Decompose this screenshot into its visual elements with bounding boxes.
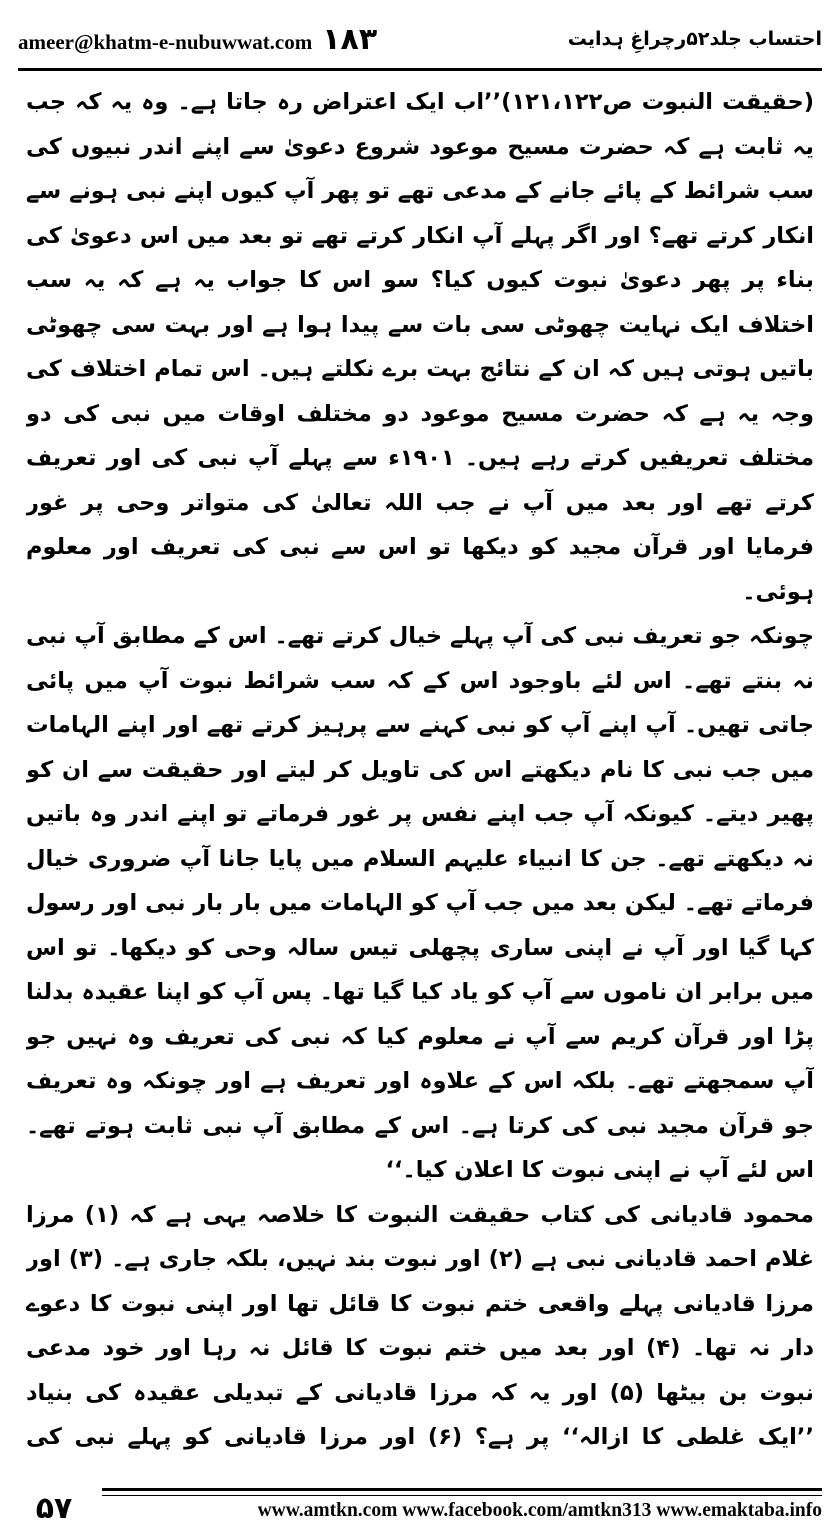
page-body bbox=[26, 80, 814, 1468]
page-header bbox=[18, 14, 822, 64]
page-footer bbox=[18, 1486, 822, 1530]
header-rule bbox=[18, 68, 822, 71]
running-title: احتساب جلد۵۲رچراغِ ہدایت bbox=[567, 28, 822, 50]
paragraph-3: محمود قادیانی کی کتاب حقیقت النبوت کا خلاصہ یہی ہے کہ (۱) مرزا غلام احمد قادیانی نبی ہے (۲) اور نبوت بند نہیں، بلکہ جاری ہے۔ (۳) اور مرزا قادیانی پہلے واقعی ختم نبوت کا قائل تھا اور اپنی نبوت کا دعوے دار نہ تھا۔ (۴) اور بعد میں ختم نبوت کا قائل نہ رہا اور خود مدعی نبوت بن بیٹھا (۵) اور یہ کہ مرزا قادیانی کے تبدیلی عقیدہ کی بنیاد ’’ایک غلطی کا ازالہ‘‘ پر ہے؟ (۶) اور مرزا قادیانی کو پہلے نبی کی bbox=[26, 1201, 814, 1450]
header-email: ameer@khatm-e-nubuwwat.com bbox=[18, 29, 313, 54]
footer-rule-thin bbox=[102, 1495, 822, 1496]
paragraph-2: چونکہ جو تعریف نبی کی آپ پہلے خیال کرتے تھے۔ اس کے مطابق آپ نبی نہ بنتے تھے۔ اس لئے باوجود اس کے کہ سب شرائط نبوت آپ میں پائی جاتی تھیں۔ آپ اپنے آپ کو نبی کہنے سے پرہیز کرتے تھے اور اپنے الہامات میں جب نبی کا نام دیکھتے اس کی تاویل کر لیتے اور حقیقت سے ان کو پھیر دیتے۔ کیونکہ آپ جب اپنے نفس پر غور فرماتے تو اپنے اندر وہ باتیں نہ دیکھتے تھے۔ جن کا انبیاء علیہم السلام میں پایا جانا آپ ضروری خیال فرماتے تھے۔ لیکن بعد میں جب آپ کو الہامات میں بار بار نبی اور رسول کہا گیا اور آپ نے اپنی ساری پچھلی تیس سالہ وحی کو دیکھا۔ تو اس میں برابر ان ناموں سے آپ کو یاد کیا گیا تھا۔ پس آپ کو اپنا عقیدہ بدلنا پڑا اور قرآن کریم سے آپ نے معلوم کیا کہ نبی کی تعریف وہ نہیں جو آپ سمجھتے تھے۔ بلکہ اس کے علاوہ اور تعریف ہے اور چونکہ وہ تعریف جو قرآن مجید نبی کی کرتا ہے۔ اس کے مطابق آپ نبی ثابت ہوتے تھے۔ اس لئے آپ نے اپنی نبوت کا اعلان کیا۔‘‘ bbox=[26, 623, 814, 1183]
footer-rule-thick bbox=[102, 1488, 822, 1491]
footer-links: www.amtkn.com www.facebook.com/amtkn313 www.emaktaba.info bbox=[257, 1500, 822, 1521]
header-page-number: ۱۸۳ bbox=[322, 21, 378, 57]
footer-page-number: ۵۷ bbox=[35, 1490, 73, 1526]
paragraph-1: (حقیقت النبوت ص۱۲۱،۱۲۲)’’اب ایک اعتراض رہ جاتا ہے۔ وہ یہ کہ جب یہ ثابت ہے کہ حضرت مسیح موعود شروع دعویٰ سے اپنے اندر نبیوں کی سب شرائط کے پائے جانے کے مدعی تھے تو پھر آپ کیوں اپنے نبی ہونے سے انکار کرتے تھے؟ اور اگر پہلے آپ انکار کرتے تھے تو بعد میں اس دعویٰ کی بناء پر پھر دعویٰ نبوت کیوں کیا؟ سو اس کا جواب یہ ہے کہ یہ سب اختلاف ایک نہایت چھوٹی سی بات سے پیدا ہوا ہے اور بہت سی چھوٹی باتیں ہوتی ہیں کہ ان کے نتائج بہت برے نکلتے ہیں۔ اس تمام اختلاف کی وجہ یہ ہے کہ حضرت مسیح موعود دو مختلف اوقات میں نبی کی دو مختلف تعریفیں کرتے رہے ہیں۔ ۱۹۰۱ء سے پہلے آپ نبی کی اور تعریف کرتے تھے اور بعد میں آپ نے جب اللہ تعالیٰ کی متواتر وحی پر غور فرمایا اور قرآن مجید کو دیکھا تو اس سے نبی کی تعریف اور معلوم ہوئی۔ bbox=[26, 89, 814, 605]
header-left bbox=[18, 22, 377, 57]
